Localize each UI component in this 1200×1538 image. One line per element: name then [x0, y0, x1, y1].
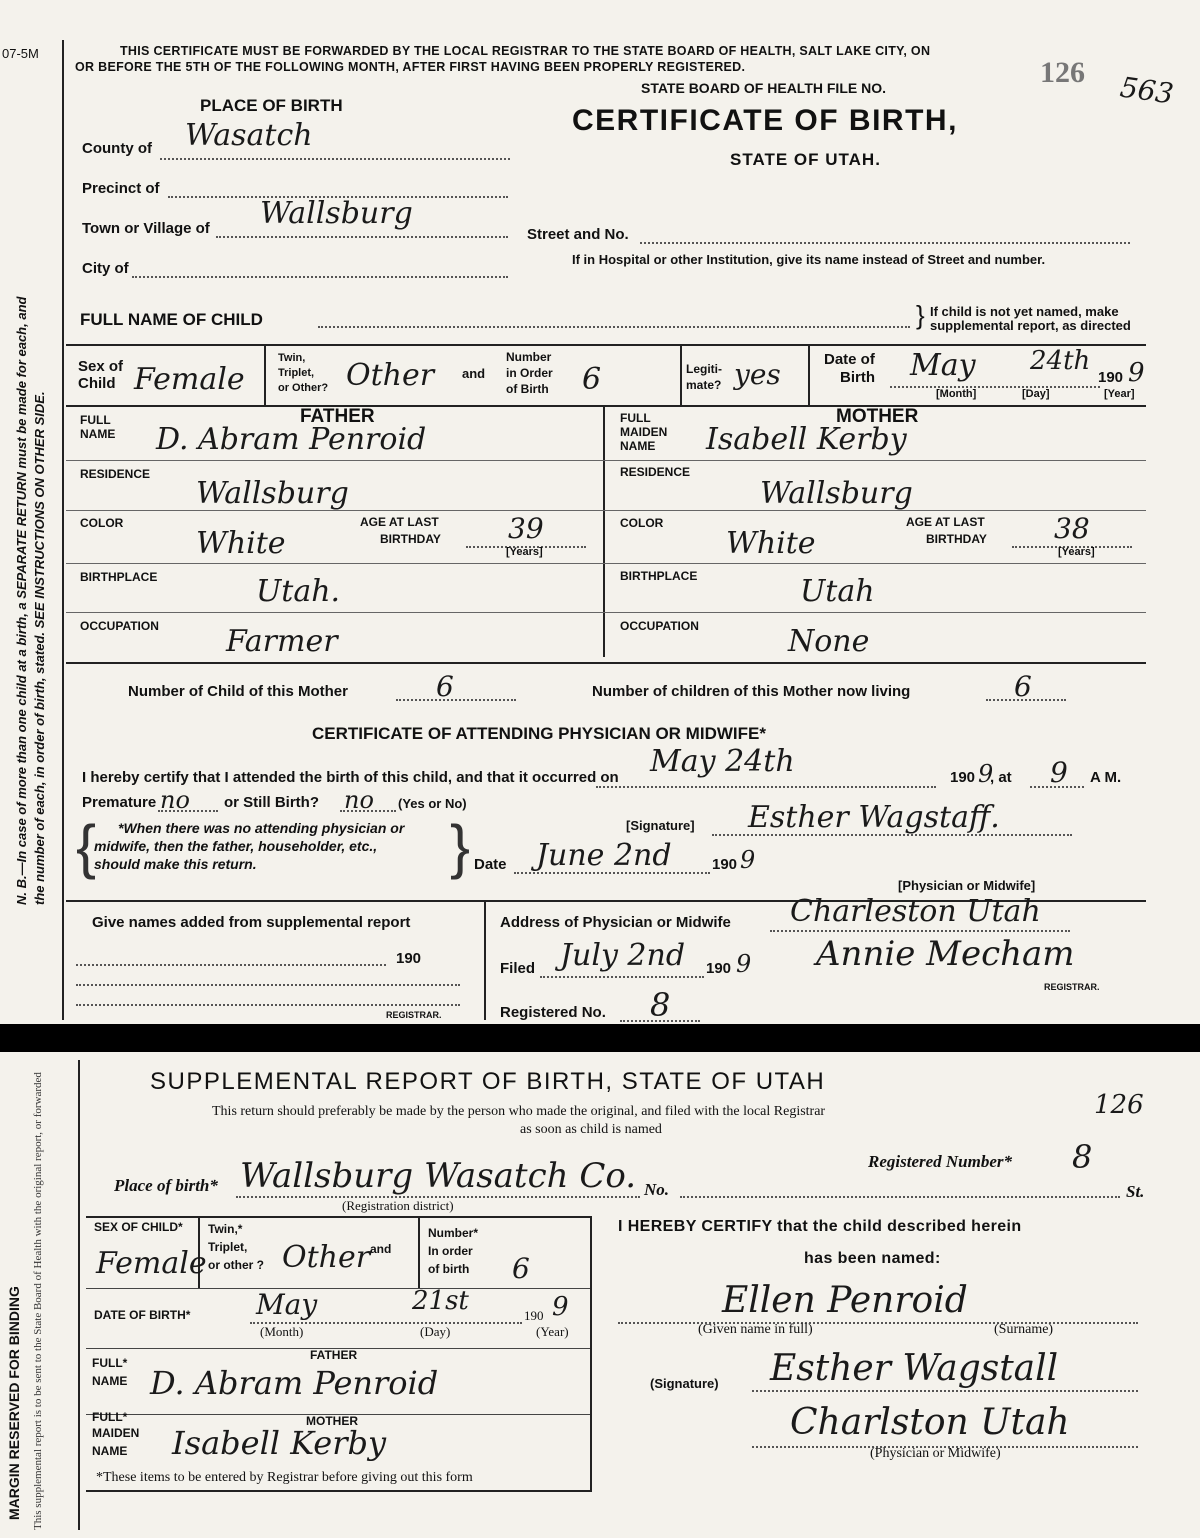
not-named-note2: supplemental report, as directed	[930, 318, 1131, 333]
file-no-stamp: 126	[1040, 56, 1085, 89]
supp-place: Wallsburg Wasatch Co.	[240, 1156, 637, 1196]
sex-label2: Child	[78, 375, 116, 392]
occurred-time: 9	[1050, 756, 1068, 789]
supp-mother-name: Isabell Kerby	[172, 1424, 387, 1462]
children-value: 6	[436, 670, 454, 703]
twin-value: Other	[346, 358, 435, 393]
dob-month: May	[910, 348, 976, 383]
supp-father-name: D. Abram Penroid	[150, 1364, 439, 1402]
margin-note-line2: the number of each, in order of birth, stated. SEE INSTRUCTIONS ON OTHER SIDE.	[32, 391, 47, 905]
physician-heading: CERTIFICATE OF ATTENDING PHYSICIAN OR MIDWIFE*	[312, 724, 766, 743]
street-label: Street and No.	[527, 226, 629, 243]
certificate-title: CERTIFICATE OF BIRTH,	[572, 104, 958, 137]
supp-order: 6	[512, 1252, 530, 1285]
mother-name: Isabell Kerby	[706, 422, 907, 457]
sex-value: Female	[134, 362, 245, 397]
page-separator	[0, 1024, 1200, 1052]
certificate-subtitle: STATE OF UTAH.	[730, 150, 881, 169]
corner-number: 563	[1117, 70, 1176, 111]
header-line2: OR BEFORE THE 5TH OF THE FOLLOWING MONTH, AFTER FIRST HAVING BEEN PROPERLY REGISTERED.	[75, 60, 746, 74]
mother-residence: Wallsburg	[760, 476, 913, 511]
supp-dob-day: 21st	[412, 1286, 469, 1316]
physician-address: Charleston Utah	[790, 894, 1041, 929]
father-birthplace: Utah.	[256, 574, 341, 609]
full-name-label: FULL NAME OF CHILD	[80, 310, 263, 329]
father-residence: Wallsburg	[196, 476, 349, 511]
father-age: 39	[508, 512, 544, 545]
stillbirth-value: no	[344, 786, 374, 814]
supp-sex: Female	[96, 1246, 207, 1281]
father-heading: FATHER	[300, 406, 375, 427]
registered-no: 8	[650, 986, 671, 1024]
supp-twin: Other	[282, 1240, 371, 1275]
supp-title: SUPPLEMENTAL REPORT OF BIRTH, STATE OF UTAH	[150, 1068, 826, 1095]
dob-day: 24th	[1030, 346, 1091, 376]
supp-dob-month: May	[256, 1288, 318, 1321]
file-no-label: STATE BOARD OF HEALTH FILE NO.	[641, 80, 886, 96]
supp-child-name: Ellen Penroid	[722, 1280, 968, 1321]
hospital-note: If in Hospital or other Institution, give its name instead of Street and number.	[572, 252, 1046, 267]
mother-color: White	[726, 526, 816, 561]
premature-value: no	[160, 786, 190, 814]
filed-date: July 2nd	[560, 938, 686, 973]
legit-value: yes	[734, 358, 781, 391]
county-value: Wasatch	[185, 118, 313, 153]
place-of-birth-heading: PLACE OF BIRTH	[200, 96, 343, 115]
county-label: County of	[82, 140, 152, 157]
mother-occupation: None	[788, 624, 870, 659]
town-value: Wallsburg	[260, 196, 413, 231]
mother-birthplace: Utah	[800, 574, 875, 609]
living-value: 6	[1014, 670, 1032, 703]
form-code: 07-5M	[2, 46, 39, 61]
precinct-label: Precinct of	[82, 180, 160, 197]
supp-corner-number: 126	[1094, 1090, 1144, 1120]
margin-note-line1: N. B.—In case of more than one child at a birth, a SEPARATE RETURN must be made for each, and	[14, 296, 29, 905]
registrar-signature: Annie Mecham	[816, 934, 1075, 974]
signed-date: June 2nd	[536, 838, 672, 873]
city-label: City of	[82, 260, 129, 277]
dob-year: 9	[1128, 358, 1145, 388]
father-name: D. Abram Penroid	[156, 422, 427, 457]
supp-address: Charlston Utah	[790, 1402, 1070, 1443]
mother-heading: MOTHER	[836, 406, 919, 427]
order-value: 6	[582, 362, 602, 397]
supp-dob-year: 9	[552, 1292, 569, 1322]
mother-age: 38	[1054, 512, 1090, 545]
occurred-date: May 24th	[650, 744, 795, 779]
supp-signature: Esther Wagstall	[770, 1348, 1059, 1389]
physician-signature: Esther Wagstaff.	[748, 800, 1000, 835]
town-label: Town or Village of	[82, 220, 210, 237]
not-named-note1: If child is not yet named, make	[930, 304, 1119, 319]
binding-margin-note: MARGIN RESERVED FOR BINDING	[6, 1286, 22, 1520]
left-margin-rule	[62, 40, 64, 1020]
side-note: This supplemental report is to be sent to the State Board of Health with the original report, or forwarded	[32, 1072, 44, 1530]
sex-label1: Sex of	[78, 358, 124, 375]
father-color: White	[196, 526, 286, 561]
header-line1: THIS CERTIFICATE MUST BE FORWARDED BY THE LOCAL REGISTRAR TO THE STATE BOARD OF HEALTH, SALT LAKE CITY, ON	[120, 44, 931, 58]
supp-registered-no: 8	[1072, 1138, 1093, 1176]
father-occupation: Farmer	[226, 624, 338, 659]
